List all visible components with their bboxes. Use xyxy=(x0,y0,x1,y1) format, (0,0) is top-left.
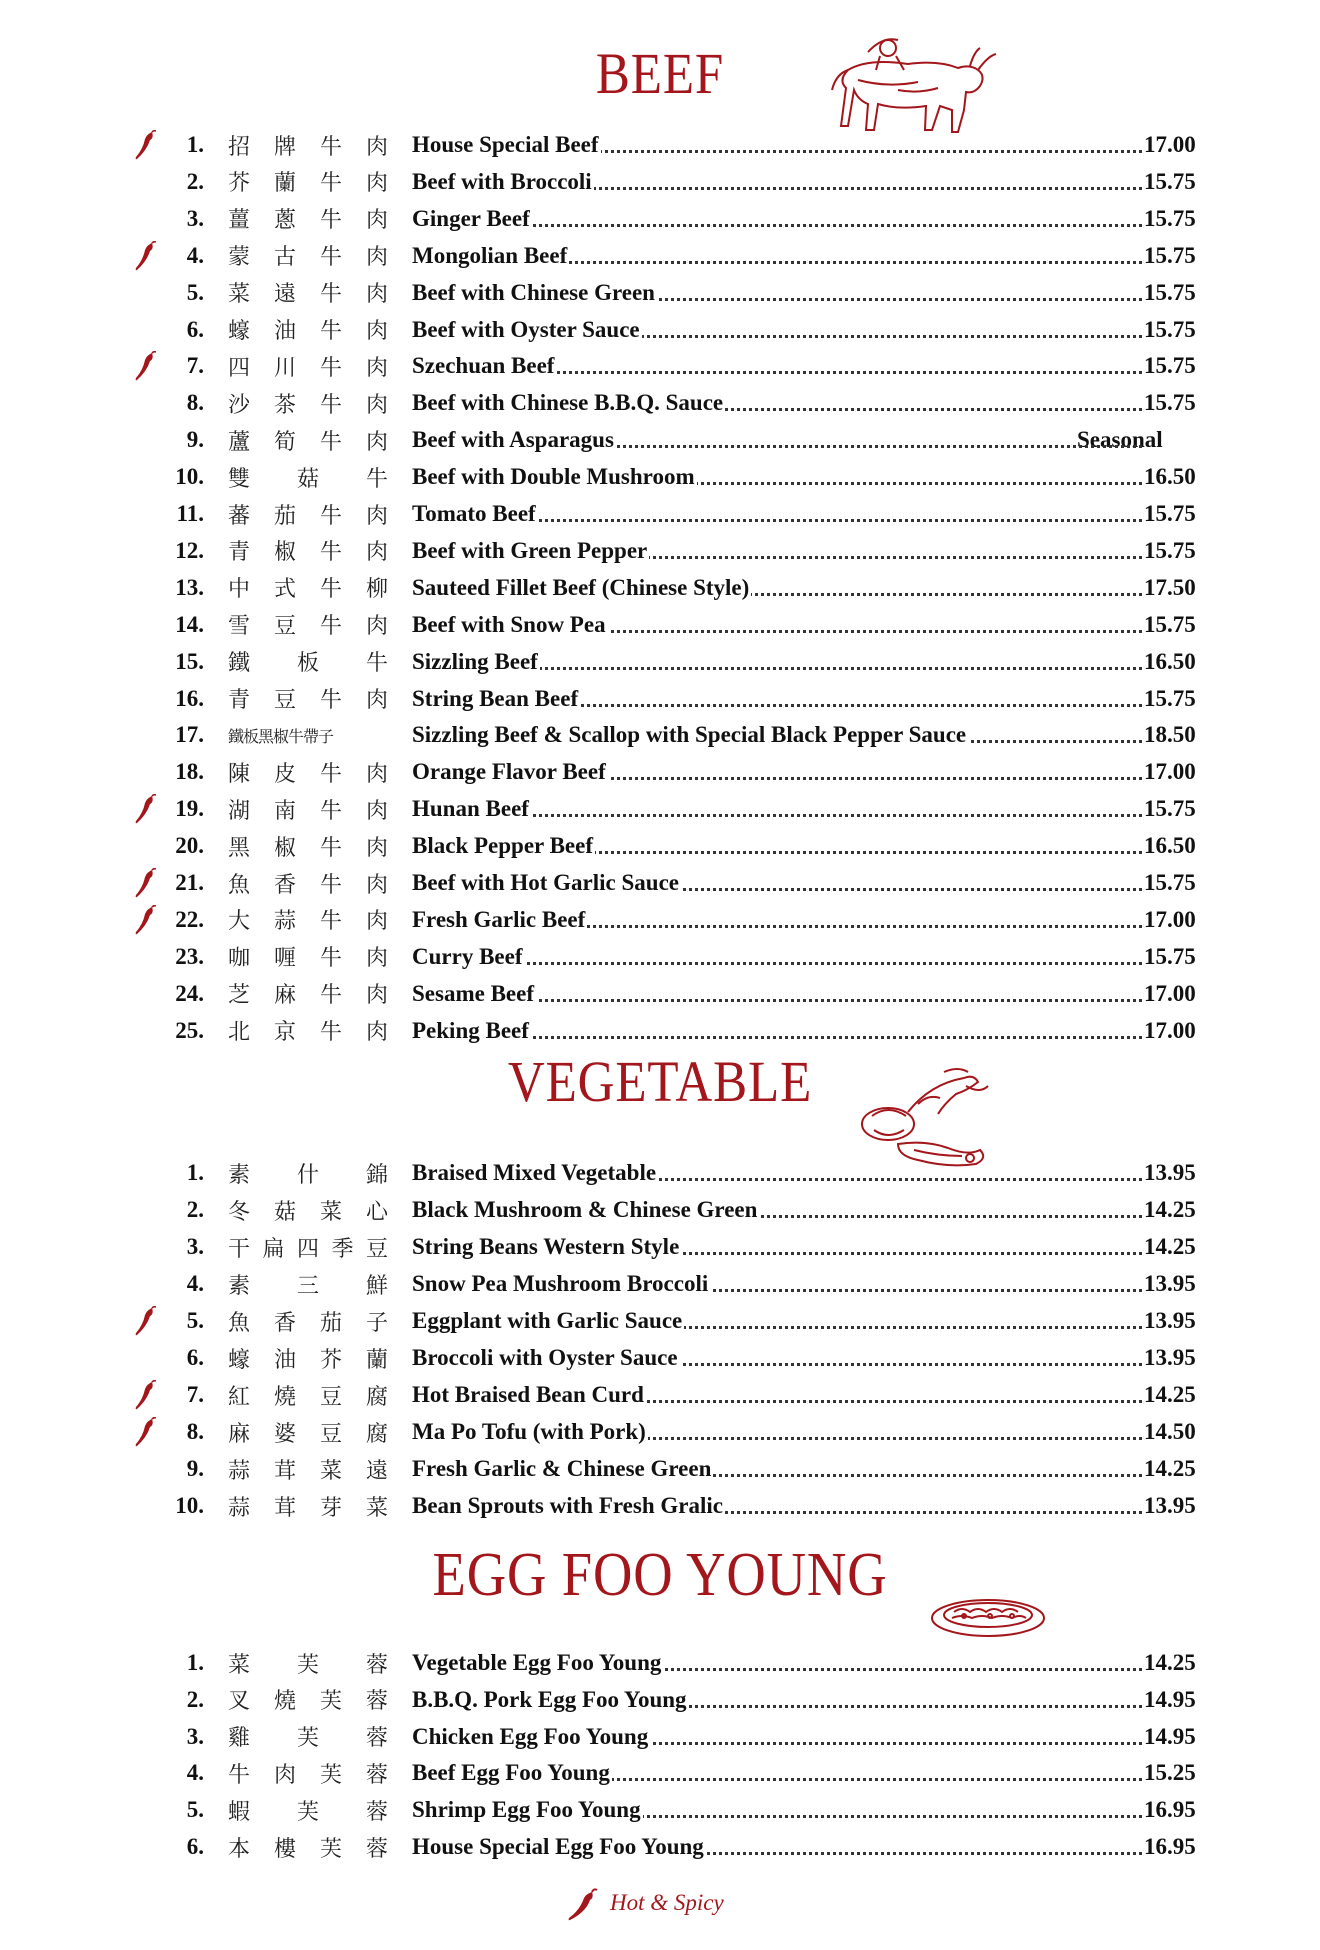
item-number: 4. xyxy=(186,242,204,268)
item-chinese-name: 干 扁 四 季 豆 xyxy=(228,1236,388,1262)
legend-label: Hot & Spicy xyxy=(610,1890,724,1915)
item-price: 15.75 xyxy=(1142,866,1294,900)
menu-item xyxy=(0,423,1320,459)
menu-item xyxy=(0,1646,1320,1682)
item-chinese-name: 麻 婆 豆 腐 xyxy=(228,1421,388,1447)
menu-item xyxy=(0,1452,1320,1488)
item-price: 18.50 xyxy=(1142,718,1294,752)
item-price: 15.75 xyxy=(1142,165,1294,199)
menu-item xyxy=(0,1014,1320,1050)
item-price: 14.25 xyxy=(1142,1646,1294,1680)
item-chinese-name: 大 蒜 牛 肉 xyxy=(228,909,388,935)
menu-item xyxy=(0,829,1320,865)
item-number: 3. xyxy=(186,1723,204,1749)
item-chinese-name: 中 式 牛 柳 xyxy=(228,577,388,603)
item-number: 1. xyxy=(186,1650,204,1675)
item-english-name: Peking Beef xyxy=(412,1017,529,1043)
item-price: 16.50 xyxy=(1142,645,1294,679)
item-leader xyxy=(412,1793,1142,1827)
item-leader xyxy=(412,645,1142,679)
item-price: 15.75 xyxy=(1142,608,1294,642)
item-leader xyxy=(412,276,1142,310)
item-leader xyxy=(412,977,1142,1011)
item-number: 2. xyxy=(186,1686,204,1712)
menu-item xyxy=(0,276,1320,312)
item-number: 7. xyxy=(186,1382,204,1407)
item-chinese-name: 牛 肉 芙 蓉 xyxy=(228,1762,388,1788)
item-english-name: Fresh Garlic & Chinese Green xyxy=(412,1456,712,1481)
item-leader xyxy=(412,128,1142,162)
item-price: 15.75 xyxy=(1142,349,1294,383)
menu-item xyxy=(0,1489,1320,1525)
item-english-name: Mongolian Beef xyxy=(412,242,568,268)
item-number: 9. xyxy=(186,427,204,453)
chili-pepper-icon xyxy=(134,905,156,937)
section-title-beef: BEEF xyxy=(595,41,725,106)
item-number: 23. xyxy=(175,943,204,969)
item-english-name: Chicken Egg Foo Young xyxy=(412,1723,649,1749)
item-price: 14.95 xyxy=(1142,1683,1294,1717)
item-chinese-name: 菜 遠 牛 肉 xyxy=(228,282,388,308)
item-number: 7. xyxy=(186,353,204,379)
item-leader xyxy=(412,202,1142,236)
item-number: 17. xyxy=(175,722,204,748)
item-leader xyxy=(412,349,1142,383)
item-price: 14.25 xyxy=(1142,1378,1294,1412)
item-chinese-name: 蒙 古 牛 肉 xyxy=(228,245,388,271)
item-chinese-name: 蕃 茄 牛 肉 xyxy=(228,503,388,529)
item-number: 2. xyxy=(186,168,204,194)
legend-hot-spicy xyxy=(556,1886,816,1926)
item-chinese-name: 薑 蔥 牛 肉 xyxy=(228,208,388,234)
menu-item xyxy=(0,1830,1320,1866)
item-chinese-name: 雞 芙 蓉 xyxy=(228,1726,388,1752)
item-number: 3. xyxy=(186,205,204,231)
chili-pepper-icon xyxy=(134,794,156,826)
item-number: 25. xyxy=(175,1017,204,1043)
item-english-name: Sizzling Beef xyxy=(412,648,538,674)
item-leader xyxy=(412,1267,1142,1301)
item-chinese-name: 紅 燒 豆 腐 xyxy=(228,1384,388,1410)
item-chinese-name: 本 樓 芙 蓉 xyxy=(228,1836,388,1862)
item-price: 17.00 xyxy=(1142,903,1294,937)
item-number: 12. xyxy=(175,537,204,563)
item-price: 16.95 xyxy=(1142,1830,1294,1864)
item-price: 14.25 xyxy=(1142,1193,1294,1227)
section-title-vegetable: VEGETABLE xyxy=(507,1049,813,1114)
item-leader xyxy=(412,1452,1142,1486)
item-english-name: Sauteed Fillet Beef (Chinese Style) xyxy=(412,574,750,600)
item-chinese-name: 青 椒 牛 肉 xyxy=(228,540,388,566)
item-number: 19. xyxy=(175,796,204,822)
menu-item xyxy=(0,534,1320,570)
item-leader xyxy=(412,497,1142,531)
menu-item xyxy=(0,792,1320,828)
item-chinese-name: 菜 芙 蓉 xyxy=(228,1652,388,1678)
item-english-name: Shrimp Egg Foo Young xyxy=(412,1797,641,1823)
menu-item xyxy=(0,1230,1320,1266)
section-title-egg-foo-young: EGG FOO YOUNG xyxy=(432,1541,888,1609)
menu-item xyxy=(0,1304,1320,1340)
item-price: 13.95 xyxy=(1142,1489,1294,1523)
item-chinese-name: 咖 喱 牛 肉 xyxy=(228,946,388,972)
item-price: 14.50 xyxy=(1142,1415,1294,1449)
item-chinese-name: 魚 香 牛 肉 xyxy=(228,872,388,898)
item-chinese-name: 魚 香 茄 子 xyxy=(228,1310,388,1336)
item-english-name: Hunan Beef xyxy=(412,796,529,822)
item-leader xyxy=(412,718,1142,752)
menu-item xyxy=(0,1193,1320,1229)
item-price: 17.00 xyxy=(1142,977,1294,1011)
item-english-name: Hot Braised Bean Curd xyxy=(412,1382,644,1407)
menu-item xyxy=(0,202,1320,238)
menu-item xyxy=(0,977,1320,1013)
item-leader xyxy=(412,608,1142,642)
item-chinese-name: 芝 麻 牛 肉 xyxy=(228,983,388,1009)
item-leader xyxy=(412,682,1142,716)
item-leader xyxy=(412,313,1142,347)
menu-item xyxy=(0,1415,1320,1451)
item-leader xyxy=(412,423,1142,457)
item-price: 13.95 xyxy=(1142,1267,1294,1301)
item-english-name: Broccoli with Oyster Sauce xyxy=(412,1345,678,1370)
menu-item xyxy=(0,128,1320,164)
item-english-name: Szechuan Beef xyxy=(412,353,555,379)
item-price: 15.75 xyxy=(1142,313,1294,347)
item-leader xyxy=(412,1756,1142,1790)
item-english-name: Beef Egg Foo Young xyxy=(412,1760,610,1786)
item-english-name: Black Mushroom & Chinese Green xyxy=(412,1197,758,1222)
item-chinese-name: 鐵板黑椒牛帶子 xyxy=(228,726,334,746)
item-english-name: Beef with Green Pepper xyxy=(412,537,648,563)
item-leader xyxy=(412,534,1142,568)
chili-pepper-icon xyxy=(134,1306,156,1338)
menu-item xyxy=(0,1156,1320,1192)
menu-item xyxy=(0,497,1320,533)
menu-item xyxy=(0,718,1320,754)
menu-item xyxy=(0,1720,1320,1756)
item-chinese-name: 芥 蘭 牛 肉 xyxy=(228,171,388,197)
item-english-name: Sizzling Beef & Scallop with Special Black Pepper Sauce xyxy=(412,722,967,748)
item-english-name: Black Pepper Beef xyxy=(412,833,593,859)
item-leader xyxy=(412,386,1142,420)
item-chinese-name: 素 三 鮮 xyxy=(228,1273,388,1299)
menu-item xyxy=(0,460,1320,496)
item-number: 21. xyxy=(175,870,204,895)
item-english-name: Braised Mixed Vegetable xyxy=(412,1160,657,1185)
item-english-name: Sesame Beef xyxy=(412,980,534,1006)
item-english-name: Ginger Beef xyxy=(412,205,530,231)
item-english-name: Fresh Garlic Beef xyxy=(412,906,586,932)
item-leader xyxy=(412,792,1142,826)
menu-item xyxy=(0,1267,1320,1303)
item-chinese-name: 叉 燒 芙 蓉 xyxy=(228,1689,388,1715)
item-leader xyxy=(412,571,1142,605)
menu-item xyxy=(0,239,1320,275)
item-number: 4. xyxy=(186,1271,204,1296)
item-english-name: String Bean Beef xyxy=(412,685,579,711)
item-leader xyxy=(412,866,1142,900)
item-chinese-name: 青 豆 牛 肉 xyxy=(228,688,388,713)
item-chinese-name: 陳 皮 牛 肉 xyxy=(228,761,388,787)
item-english-name: Beef with Hot Garlic Sauce xyxy=(412,870,680,895)
item-number: 14. xyxy=(175,611,204,637)
item-price: 17.00 xyxy=(1142,128,1294,162)
item-price: 17.00 xyxy=(1142,755,1294,789)
item-price: 15.75 xyxy=(1142,386,1294,420)
item-leader xyxy=(412,1341,1142,1375)
item-price: 15.75 xyxy=(1142,239,1294,273)
item-leader xyxy=(412,460,1142,494)
menu-item xyxy=(0,645,1320,681)
item-price: 16.50 xyxy=(1142,829,1294,863)
menu-item xyxy=(0,755,1320,791)
item-leader xyxy=(412,903,1142,937)
item-chinese-name: 黑 椒 牛 肉 xyxy=(228,835,388,861)
item-price: 15.75 xyxy=(1142,534,1294,568)
item-chinese-name: 蒜 茸 菜 遠 xyxy=(228,1458,388,1484)
chili-pepper-icon xyxy=(134,1417,156,1449)
menu-item xyxy=(0,571,1320,607)
item-price: 15.75 xyxy=(1142,792,1294,826)
item-english-name: Beef with Broccoli xyxy=(412,168,592,194)
menu-item xyxy=(0,903,1320,939)
item-english-name: Beef with Oyster Sauce xyxy=(412,316,640,342)
item-number: 24. xyxy=(175,980,204,1006)
item-leader xyxy=(412,829,1142,863)
item-chinese-name: 雙 菇 牛 xyxy=(228,466,388,492)
item-english-name: Tomato Beef xyxy=(412,501,536,526)
item-english-name: Beef with Double Mushroom xyxy=(412,464,695,490)
item-number: 6. xyxy=(186,1345,204,1370)
item-number: 5. xyxy=(186,1308,204,1333)
item-number: 1. xyxy=(186,132,204,157)
item-leader xyxy=(412,1014,1142,1048)
item-english-name: Beef with Snow Pea xyxy=(412,611,606,637)
item-price: 13.95 xyxy=(1142,1341,1294,1375)
item-number: 16. xyxy=(175,685,204,711)
item-chinese-name: 蝦 芙 蓉 xyxy=(228,1799,388,1825)
item-chinese-name: 蒜 茸 芽 菜 xyxy=(228,1495,388,1521)
item-price: 13.95 xyxy=(1142,1156,1294,1190)
item-number: 6. xyxy=(186,316,204,342)
menu-item xyxy=(0,165,1320,201)
item-price: 13.95 xyxy=(1142,1304,1294,1338)
item-price: 14.25 xyxy=(1142,1230,1294,1264)
item-english-name: Beef with Chinese B.B.Q. Sauce xyxy=(412,390,724,416)
item-chinese-name: 沙 茶 牛 肉 xyxy=(228,392,388,418)
item-leader xyxy=(412,940,1142,974)
item-leader xyxy=(412,1415,1142,1449)
item-number: 20. xyxy=(175,833,204,859)
item-leader xyxy=(412,1156,1142,1190)
menu-item xyxy=(0,608,1320,644)
chili-pepper-icon xyxy=(134,1380,156,1412)
item-english-name: Vegetable Egg Foo Young xyxy=(412,1650,662,1675)
item-number: 10. xyxy=(175,1493,204,1518)
menu-item xyxy=(0,1378,1320,1414)
item-english-name: Beef with Asparagus xyxy=(412,427,614,453)
item-english-name: Ma Po Tofu (with Pork) xyxy=(412,1419,646,1444)
chili-pepper-icon xyxy=(134,351,156,383)
item-number: 18. xyxy=(175,759,204,785)
item-chinese-name: 招 牌 牛 肉 xyxy=(228,134,388,160)
item-price: 17.50 xyxy=(1142,571,1294,605)
item-chinese-name: 冬 菇 菜 心 xyxy=(228,1199,388,1225)
item-english-name: Orange Flavor Beef xyxy=(412,759,606,785)
item-chinese-name: 北 京 牛 肉 xyxy=(228,1020,388,1046)
item-leader xyxy=(412,1193,1142,1227)
item-english-name: Eggplant with Garlic Sauce xyxy=(412,1308,683,1333)
item-chinese-name: 鐵 板 牛 xyxy=(228,651,388,677)
item-number: 2. xyxy=(186,1197,204,1222)
chili-pepper-icon xyxy=(564,1888,600,1924)
menu-item xyxy=(0,349,1320,385)
menu-item xyxy=(0,1341,1320,1377)
item-price: 14.25 xyxy=(1142,1452,1294,1486)
chili-pepper-icon xyxy=(134,241,156,273)
item-number: 22. xyxy=(175,906,204,932)
item-chinese-name: 素 什 錦 xyxy=(228,1162,388,1188)
item-english-name: Bean Sprouts with Fresh Gralic xyxy=(412,1493,723,1518)
item-number: 11. xyxy=(176,501,204,526)
chili-pepper-icon xyxy=(134,868,156,900)
menu-item xyxy=(0,1756,1320,1792)
item-leader xyxy=(412,1378,1142,1412)
item-price: 15.75 xyxy=(1142,202,1294,236)
item-price: Seasonal xyxy=(1075,423,1227,457)
item-chinese-name: 四 川 牛 肉 xyxy=(228,355,388,381)
item-english-name: Curry Beef xyxy=(412,943,523,969)
item-leader xyxy=(412,239,1142,273)
item-price: 14.95 xyxy=(1142,1720,1294,1754)
item-price: 15.25 xyxy=(1142,1756,1294,1790)
item-leader xyxy=(412,1230,1142,1264)
item-number: 15. xyxy=(175,648,204,674)
item-leader xyxy=(412,1683,1142,1717)
menu-item xyxy=(0,386,1320,422)
menu-item xyxy=(0,1793,1320,1829)
item-english-name: Beef with Chinese Green xyxy=(412,279,655,305)
item-price: 17.00 xyxy=(1142,1014,1294,1048)
item-number: 8. xyxy=(186,390,204,416)
item-leader xyxy=(412,1304,1142,1338)
item-number: 5. xyxy=(186,279,204,305)
menu-item xyxy=(0,682,1320,718)
item-leader xyxy=(412,755,1142,789)
menu-item xyxy=(0,866,1320,902)
item-number: 9. xyxy=(186,1456,204,1481)
item-leader xyxy=(412,1489,1142,1523)
item-leader xyxy=(412,1646,1142,1680)
item-english-name: B.B.Q. Pork Egg Foo Young xyxy=(412,1686,687,1712)
chili-pepper-icon xyxy=(134,130,156,162)
item-chinese-name: 湖 南 牛 肉 xyxy=(228,798,388,824)
item-chinese-name: 蘆 筍 牛 肉 xyxy=(228,429,388,455)
item-english-name: House Special Egg Foo Young xyxy=(412,1834,704,1859)
item-price: 15.75 xyxy=(1142,940,1294,974)
item-number: 10. xyxy=(175,464,204,490)
item-price: 15.75 xyxy=(1142,276,1294,310)
item-leader xyxy=(412,1830,1142,1864)
menu-item xyxy=(0,313,1320,349)
item-number: 1. xyxy=(186,1160,204,1185)
item-number: 3. xyxy=(186,1234,204,1259)
item-price: 15.75 xyxy=(1142,497,1294,531)
item-leader xyxy=(412,165,1142,199)
item-english-name: Snow Pea Mushroom Broccoli xyxy=(412,1271,709,1296)
item-number: 6. xyxy=(186,1834,204,1859)
item-english-name: House Special Beef xyxy=(412,132,599,157)
item-chinese-name: 雪 豆 牛 肉 xyxy=(228,614,388,640)
menu-item xyxy=(0,940,1320,976)
item-number: 4. xyxy=(186,1760,204,1786)
item-number: 13. xyxy=(175,574,204,600)
item-number: 8. xyxy=(186,1419,204,1444)
menu-item xyxy=(0,1683,1320,1719)
item-leader xyxy=(412,1720,1142,1754)
item-price: 16.50 xyxy=(1142,460,1294,494)
item-english-name: String Beans Western Style xyxy=(412,1234,680,1259)
item-price: 16.95 xyxy=(1142,1793,1294,1827)
item-chinese-name: 蠔 油 芥 蘭 xyxy=(228,1347,388,1373)
item-chinese-name: 蠔 油 牛 肉 xyxy=(228,319,388,344)
item-price: 15.75 xyxy=(1142,682,1294,716)
item-number: 5. xyxy=(186,1797,204,1823)
